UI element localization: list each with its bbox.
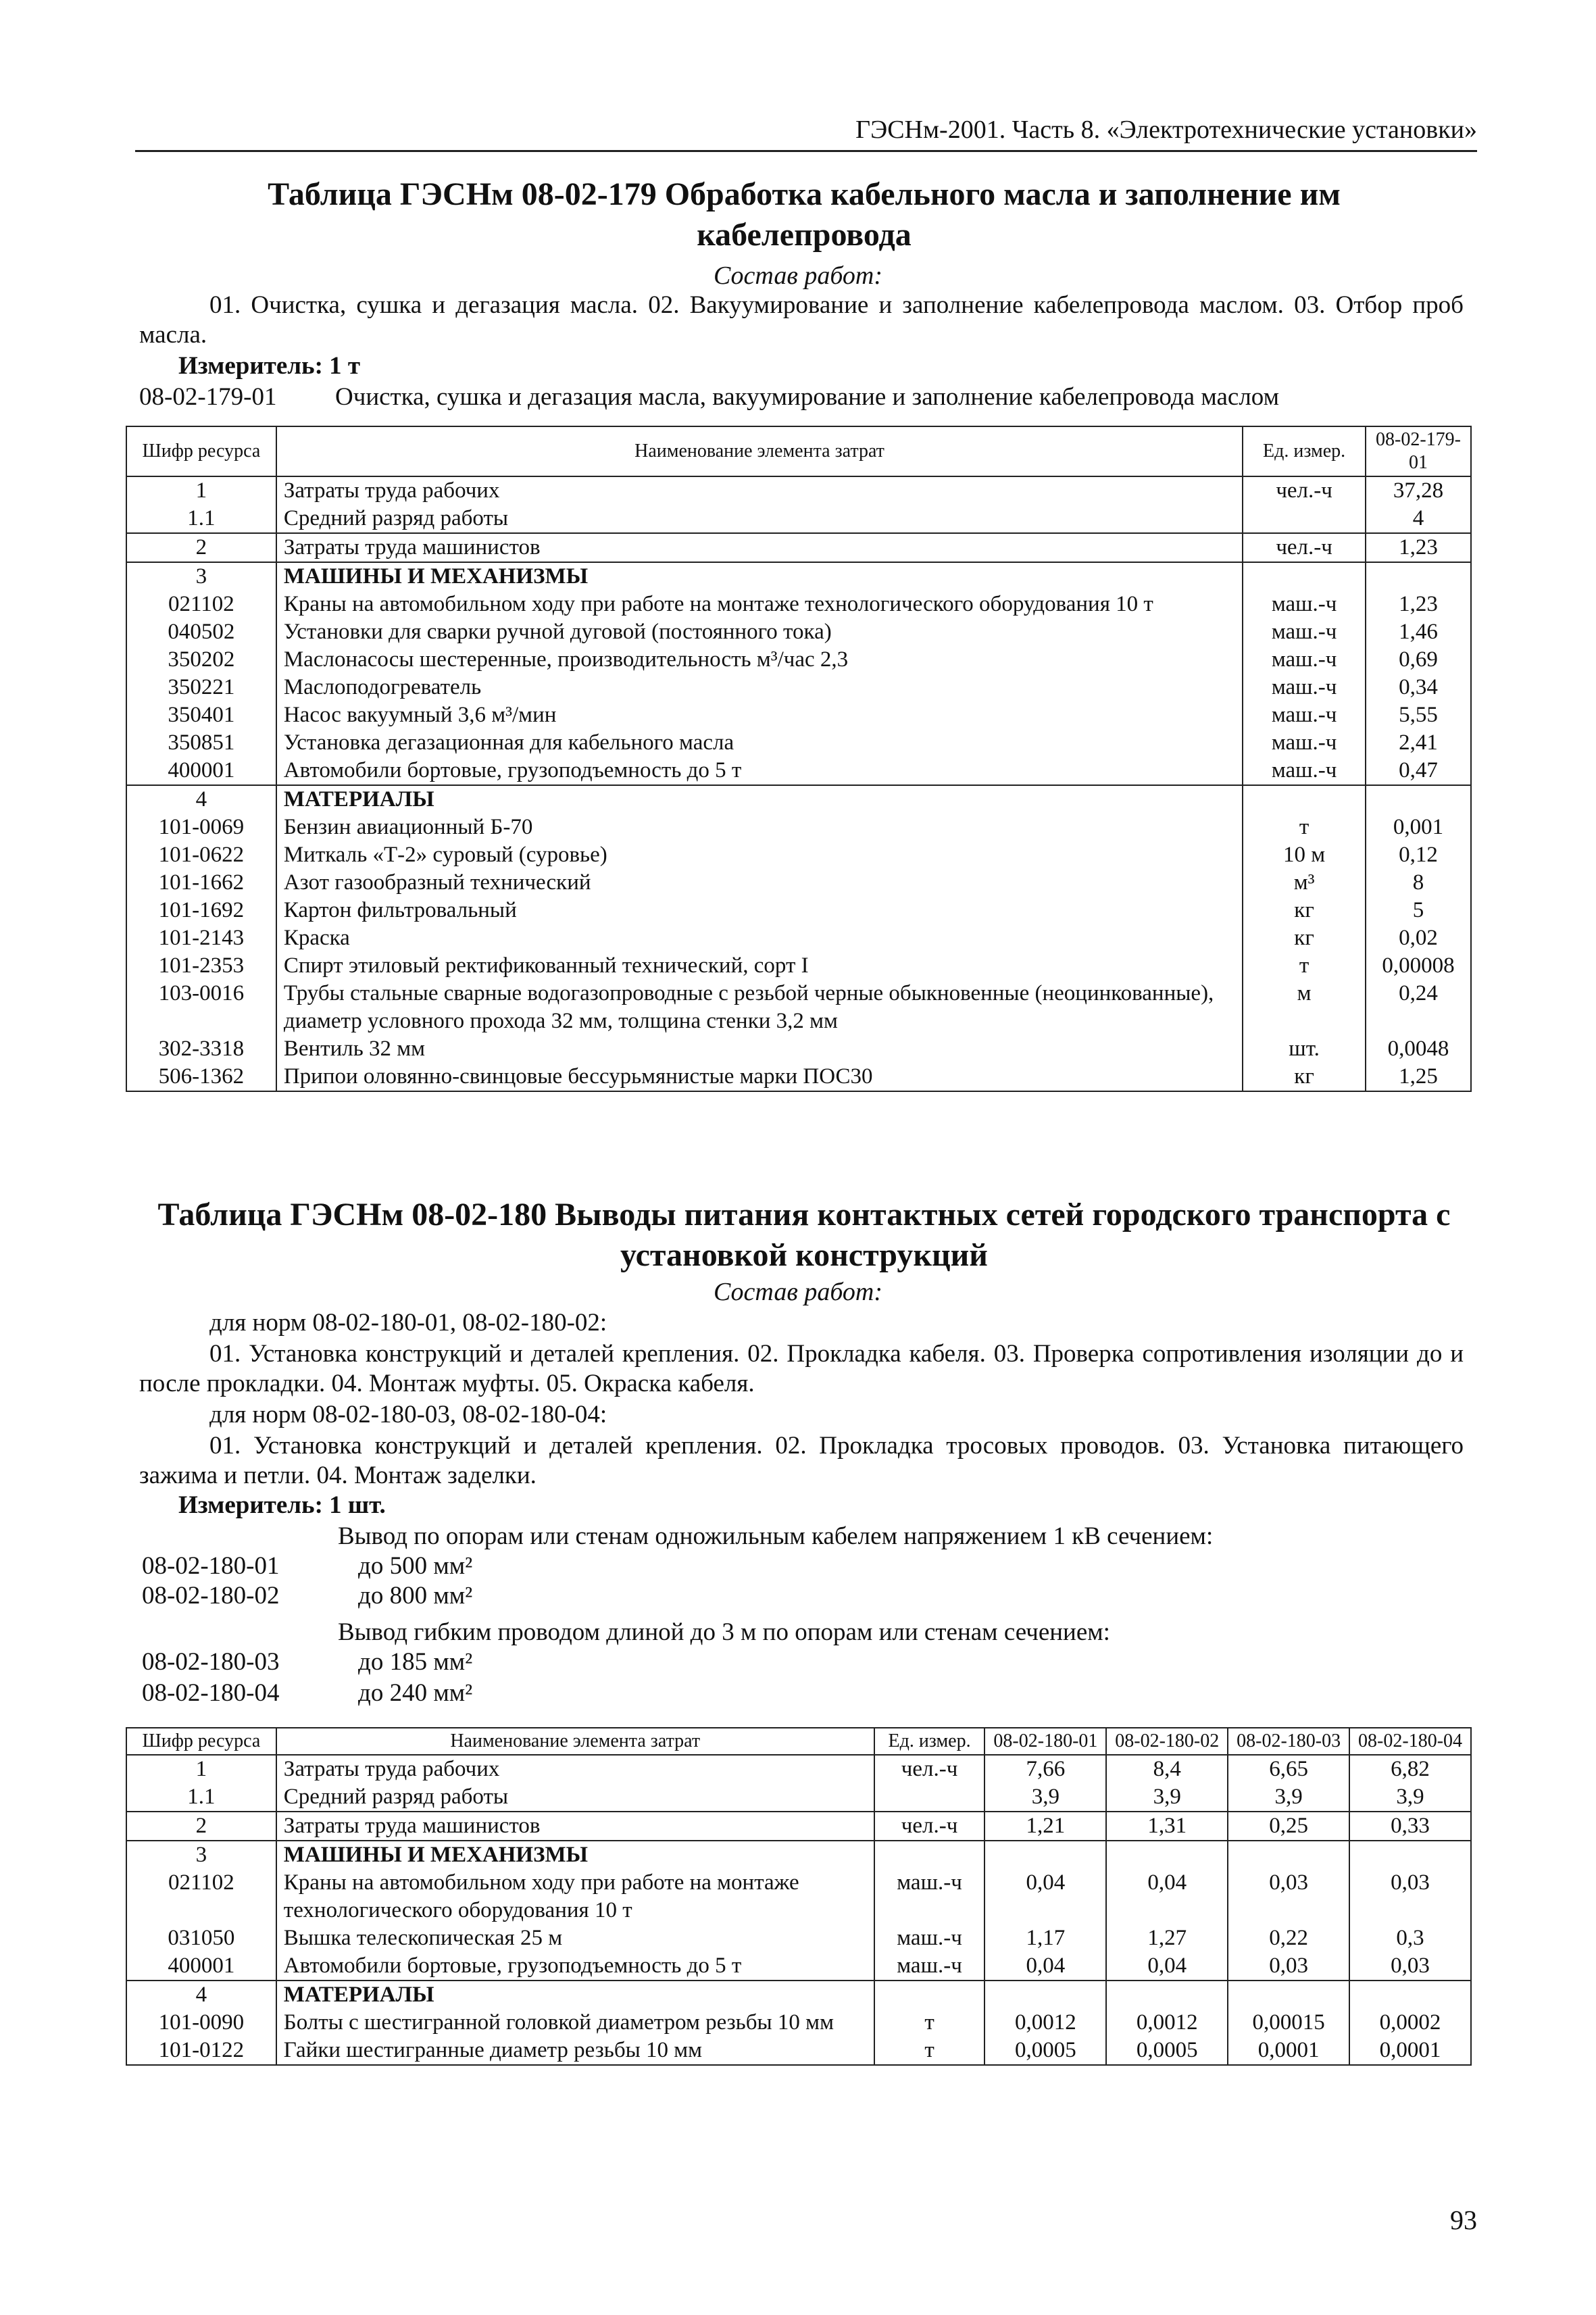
resource-code: 1.1 [126,1783,276,1812]
table-row [126,533,1471,562]
resource-code: 302-3318 [126,1035,276,1063]
value-cell: 0,0012 [984,2009,1106,2037]
resource-code: 350851 [126,729,276,757]
value-cell: 0,33 [1349,1812,1471,1841]
unit-cell: кг [1243,924,1366,952]
table2-work-heading: Состав работ: [713,1278,883,1306]
header-rule [135,150,1477,152]
value-cell [1106,1981,1228,2009]
unit-cell [874,1981,985,2009]
unit-cell: маш.-ч [1243,618,1366,646]
column-header: Наименование элемента затрат [276,426,1243,476]
value-cell: 4 [1366,505,1471,533]
unit-cell: чел.-ч [1243,533,1366,562]
value-cell: 0,22 [1228,1924,1349,1952]
value-cell: 3,9 [984,1783,1106,1812]
unit-cell: м [1243,980,1366,1035]
unit-cell: маш.-ч [874,1924,985,1952]
header-row [126,1728,1471,1755]
resource-code: 101-0090 [126,2009,276,2037]
value-cell: 0,0005 [984,2037,1106,2065]
table-row [126,980,1471,1035]
unit-cell [1243,785,1366,814]
table-row [126,618,1471,646]
resource-code: 4 [126,1981,276,2009]
table-row [126,814,1471,841]
unit-cell: маш.-ч [1243,646,1366,674]
resource-name: Вышка телескопическая 25 м [276,1924,874,1952]
norm-desc-2: до 800 мм² [358,1582,473,1610]
table-row [126,646,1471,674]
value-cell: 0,0012 [1106,2009,1228,2037]
value-cell: 2,41 [1366,729,1471,757]
value-cell: 1,21 [984,1812,1106,1841]
norm-desc-1: до 500 мм² [358,1552,473,1580]
value-cell: 1,46 [1366,618,1471,646]
norm-code-1: 08-02-180-01 [142,1552,280,1580]
value-cell [1228,1841,1349,1869]
resource-name: Насос вакуумный 3,6 м³/мин [276,701,1243,729]
table1-title-line1: Таблица ГЭСНм 08-02-179 Обработка кабельного масла и заполнение им [268,176,1341,212]
resource-name: Гайки шестигранные диаметр резьбы 10 мм [276,2037,874,2065]
unit-cell: маш.-ч [874,1869,985,1924]
table-row [126,952,1471,980]
value-cell: 0,04 [1106,1952,1228,1981]
resource-code: 101-0622 [126,841,276,869]
resource-name: Установка дегазационная для кабельного масла [276,729,1243,757]
value-cell [1228,1981,1349,2009]
section-heading: МАТЕРИАЛЫ [276,785,1243,814]
table1-norm-desc: Очистка, сушка и дегазация масла, вакуумирование и заполнение кабелепровода маслом [335,383,1280,411]
resource-code: 400001 [126,757,276,785]
value-cell: 3,9 [1349,1783,1471,1812]
value-cell: 0,00015 [1228,2009,1349,2037]
table2-cost-table [126,1727,1472,2066]
value-cell: 5,55 [1366,701,1471,729]
resource-name: Вентиль 32 мм [276,1035,1243,1063]
table2-work-b: 01. Установка конструкций и деталей крепления. 02. Прокладка тросовых проводов. 03. Установка питающего зажима и петли. 04. Монтаж заделки. [139,1432,1464,1489]
unit-cell [874,1841,985,1869]
value-cell: 1,27 [1106,1924,1228,1952]
table2-body [126,1755,1471,2065]
column-header: 08-02-180-01 [984,1728,1106,1755]
unit-cell: кг [1243,1063,1366,1091]
column-header: Наименование элемента затрат [276,1728,874,1755]
table-row [126,2009,1471,2037]
resource-name: Затраты труда машинистов [276,1812,874,1841]
value-cell: 3,9 [1228,1783,1349,1812]
resource-name: Средний разряд работы [276,1783,874,1812]
resource-name: Автомобили бортовые, грузоподъемность до 5 т [276,757,1243,785]
table1-norm-code: 08-02-179-01 [139,383,277,411]
table2-measure: Измеритель: 1 шт. [178,1491,386,1519]
table-row [126,562,1471,591]
header-row [126,426,1471,476]
column-header: Шифр ресурса [126,426,276,476]
value-cell: 0,0048 [1366,1035,1471,1063]
column-header: Ед. измер. [1243,426,1366,476]
value-cell: 3,9 [1106,1783,1228,1812]
unit-cell: 10 м [1243,841,1366,869]
value-cell: 6,82 [1349,1755,1471,1783]
table-row [126,924,1471,952]
table1-title-line2: кабелепровода [697,217,912,253]
table-row [126,1063,1471,1091]
value-cell: 0,34 [1366,674,1471,701]
resource-code: 021102 [126,591,276,618]
value-cell: 0,04 [1106,1869,1228,1924]
unit-cell: кг [1243,897,1366,924]
resource-name: Припои оловянно-свинцовые бессурьмянистые марки ПОС30 [276,1063,1243,1091]
resource-name: Азот газообразный технический [276,869,1243,897]
table-row [126,476,1471,505]
table-row [126,1035,1471,1063]
unit-cell: т [1243,814,1366,841]
table-row [126,701,1471,729]
column-header: Ед. измер. [874,1728,985,1755]
norm-desc-4: до 240 мм² [358,1679,473,1707]
value-cell: 1,23 [1366,533,1471,562]
table1-work-heading: Состав работ: [713,262,883,290]
value-cell: 0,03 [1228,1869,1349,1924]
resource-code: 101-1662 [126,869,276,897]
norm-code-3: 08-02-180-03 [142,1648,280,1676]
resource-name: Бензин авиационный Б-70 [276,814,1243,841]
unit-cell [1243,505,1366,533]
table1-measure: Измеритель: 1 т [178,352,361,380]
table2-title-line2: установкой конструкций [620,1237,988,1273]
resource-name: Трубы стальные сварные водогазопроводные с резьбой черные обыкновенные (неоцинкованные), диаметр условного прохода 32 мм, толщина стенки 3,2 мм [276,980,1243,1035]
value-cell: 1,17 [984,1924,1106,1952]
value-cell: 0,0001 [1349,2037,1471,2065]
table-row [126,505,1471,533]
resource-code: 3 [126,562,276,591]
unit-cell: чел.-ч [1243,476,1366,505]
resource-code: 3 [126,1841,276,1869]
value-cell [1366,562,1471,591]
resource-code: 350221 [126,674,276,701]
section-heading: МАШИНЫ И МЕХАНИЗМЫ [276,562,1243,591]
section-heading: МАТЕРИАЛЫ [276,1981,874,2009]
value-cell: 0,47 [1366,757,1471,785]
value-cell [984,1981,1106,2009]
value-cell: 5 [1366,897,1471,924]
resource-code: 031050 [126,1924,276,1952]
table-row [126,1841,1471,1869]
table2-title-line1: Таблица ГЭСНм 08-02-180 Выводы питания контактных сетей городского транспорта с [157,1197,1451,1233]
table-row [126,1981,1471,2009]
resource-name: Затраты труда машинистов [276,533,1243,562]
resource-name: Болты с шестигранной головкой диаметром резьбы 10 мм [276,2009,874,2037]
resource-name: Краны на автомобильном ходу при работе на монтаже технологического оборудования 10 т [276,591,1243,618]
value-cell: 0,04 [984,1952,1106,1981]
value-cell [984,1841,1106,1869]
value-cell: 0,12 [1366,841,1471,869]
value-cell [1366,785,1471,814]
resource-name: Установки для сварки ручной дуговой (постоянного тока) [276,618,1243,646]
unit-cell: маш.-ч [1243,757,1366,785]
value-cell [1349,1841,1471,1869]
running-header: ГЭСНм-2001. Часть 8. «Электротехнические установки» [855,116,1477,144]
unit-cell: маш.-ч [1243,674,1366,701]
column-header: Шифр ресурса [126,1728,276,1755]
resource-code: 101-2143 [126,924,276,952]
value-cell: 0,0002 [1349,2009,1471,2037]
value-cell: 0,0001 [1228,2037,1349,2065]
section-heading: МАШИНЫ И МЕХАНИЗМЫ [276,1841,874,1869]
table-row [126,1952,1471,1981]
resource-code: 400001 [126,1952,276,1981]
table1-body [126,476,1471,1091]
table2-norms-a: для норм 08-02-180-01, 08-02-180-02: [209,1309,607,1337]
resource-name: Средний разряд работы [276,505,1243,533]
unit-cell: т [1243,952,1366,980]
resource-code: 021102 [126,1869,276,1924]
table-row [126,1924,1471,1952]
resource-code: 2 [126,533,276,562]
value-cell: 8 [1366,869,1471,897]
value-cell: 0,69 [1366,646,1471,674]
table-row [126,674,1471,701]
value-cell [1106,1841,1228,1869]
value-cell: 6,65 [1228,1755,1349,1783]
column-header: 08-02-180-02 [1106,1728,1228,1755]
table1-header [126,426,1471,476]
column-header: 08-02-179-01 [1366,426,1471,476]
table-row [126,1869,1471,1924]
resource-code: 506-1362 [126,1063,276,1091]
norm-code-4: 08-02-180-04 [142,1679,280,1707]
table-row [126,841,1471,869]
norm-code-2: 08-02-180-02 [142,1582,280,1610]
resource-code: 101-0069 [126,814,276,841]
value-cell: 0,001 [1366,814,1471,841]
resource-code: 1 [126,476,276,505]
value-cell: 0,03 [1349,1869,1471,1924]
resource-name: Миткаль «Т-2» суровый (суровье) [276,841,1243,869]
table-row [126,757,1471,785]
value-cell: 8,4 [1106,1755,1228,1783]
value-cell: 0,24 [1366,980,1471,1035]
table-row [126,1812,1471,1841]
resource-code: 1 [126,1755,276,1783]
resource-name: Затраты труда рабочих [276,1755,874,1783]
unit-cell [874,1783,985,1812]
resource-code: 101-2353 [126,952,276,980]
value-cell: 0,0005 [1106,2037,1228,2065]
value-cell: 37,28 [1366,476,1471,505]
value-cell: 1,23 [1366,591,1471,618]
table-row [126,729,1471,757]
table1-work-text: 01. Очистка, сушка и дегазация масла. 02. Вакуумирование и заполнение кабелепровода маслом. 03. Отбор проб масла. [139,291,1464,349]
resource-code: 350401 [126,701,276,729]
resource-name: Маслонасосы шестеренные, производительность м³/час 2,3 [276,646,1243,674]
resource-name: Краны на автомобильном ходу при работе на монтаже технологического оборудования 10 т [276,1869,874,1924]
value-cell: 0,3 [1349,1924,1471,1952]
resource-name: Краска [276,924,1243,952]
value-cell [1349,1981,1471,2009]
value-cell: 7,66 [984,1755,1106,1783]
resource-name: Маслоподогреватель [276,674,1243,701]
table-row [126,785,1471,814]
table-row [126,897,1471,924]
value-cell: 0,00008 [1366,952,1471,980]
table-row [126,1783,1471,1812]
table2-header [126,1728,1471,1755]
value-cell: 0,25 [1228,1812,1349,1841]
resource-code: 040502 [126,618,276,646]
unit-cell: маш.-ч [874,1952,985,1981]
resource-code: 101-0122 [126,2037,276,2065]
unit-cell [1243,562,1366,591]
resource-name: Затраты труда рабочих [276,476,1243,505]
unit-cell: т [874,2009,985,2037]
table-row [126,1755,1471,1783]
unit-cell: чел.-ч [874,1812,985,1841]
value-cell: 0,02 [1366,924,1471,952]
value-cell: 0,04 [984,1869,1106,1924]
unit-cell: м³ [1243,869,1366,897]
table1-cost-table [126,426,1472,1092]
unit-cell: т [874,2037,985,2065]
resource-code: 1.1 [126,505,276,533]
table2-norms-b: для норм 08-02-180-03, 08-02-180-04: [209,1401,607,1428]
resource-code: 350202 [126,646,276,674]
page-number: 93 [1450,2205,1477,2235]
unit-cell: маш.-ч [1243,729,1366,757]
table2-group-a-heading: Вывод по опорам или стенам одножильным кабелем напряжением 1 кВ сечением: [338,1522,1214,1550]
resource-name: Спирт этиловый ректификованный технический, сорт I [276,952,1243,980]
resource-code: 101-1692 [126,897,276,924]
resource-code: 2 [126,1812,276,1841]
value-cell: 0,03 [1349,1952,1471,1981]
table2-group-b-heading: Вывод гибким проводом длиной до 3 м по опорам или стенам сечением: [338,1618,1110,1646]
value-cell: 1,31 [1106,1812,1228,1841]
resource-code: 4 [126,785,276,814]
resource-name: Автомобили бортовые, грузоподъемность до 5 т [276,1952,874,1981]
column-header: 08-02-180-04 [1349,1728,1471,1755]
unit-cell: маш.-ч [1243,701,1366,729]
value-cell: 0,03 [1228,1952,1349,1981]
unit-cell: чел.-ч [874,1755,985,1783]
table-row [126,869,1471,897]
column-header: 08-02-180-03 [1228,1728,1349,1755]
resource-code: 103-0016 [126,980,276,1035]
value-cell: 1,25 [1366,1063,1471,1091]
norm-desc-3: до 185 мм² [358,1648,473,1676]
table-row [126,591,1471,618]
unit-cell: шт. [1243,1035,1366,1063]
resource-name: Картон фильтровальный [276,897,1243,924]
unit-cell: маш.-ч [1243,591,1366,618]
table-row [126,2037,1471,2065]
table2-work-a: 01. Установка конструкций и деталей крепления. 02. Прокладка кабеля. 03. Проверка сопротивления изоляции до и после прокладки. 04. Монтаж муфты. 05. Окраска кабеля. [139,1340,1464,1397]
